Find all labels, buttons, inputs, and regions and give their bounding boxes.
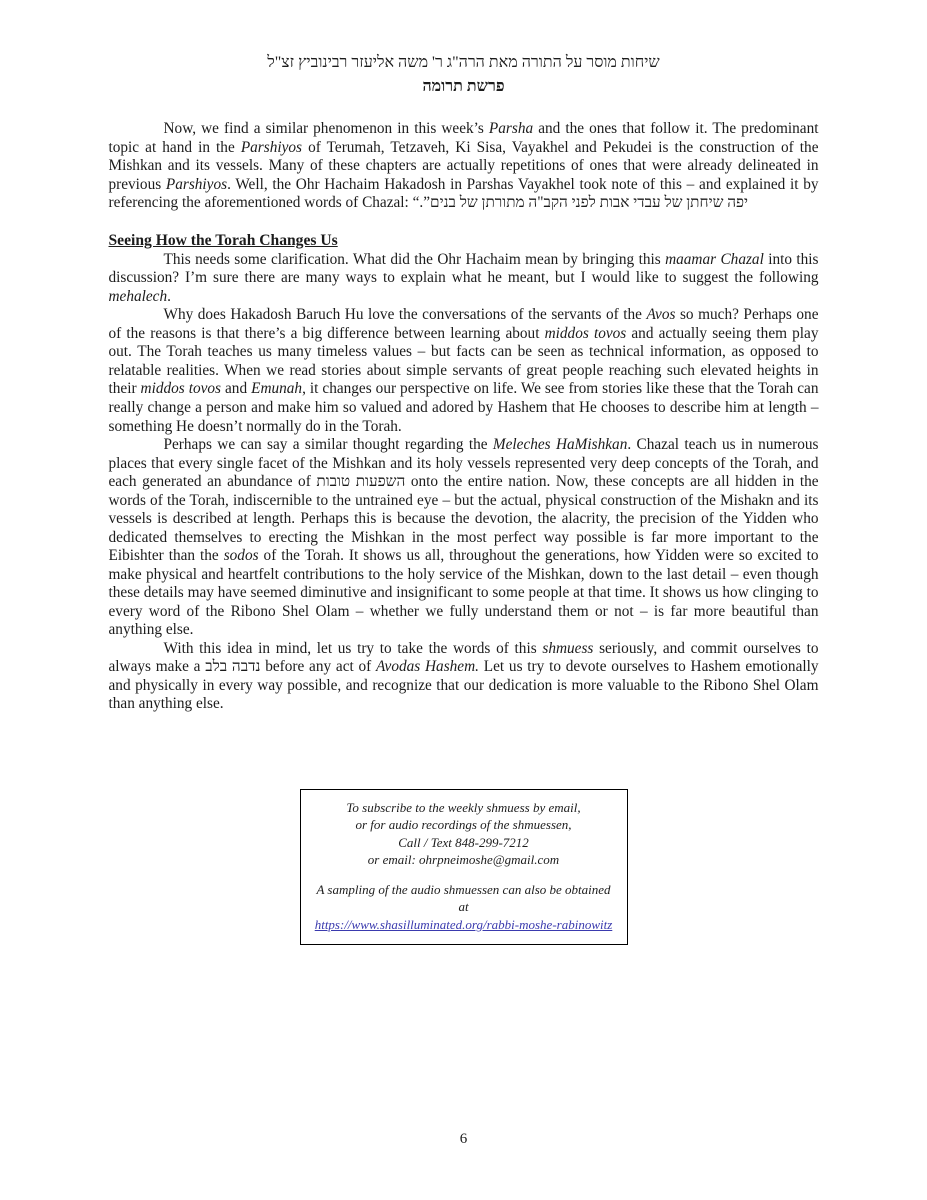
italic-text-run: shmuess (542, 639, 594, 657)
subscribe-line-audio: or for audio recordings of the shmuessen, (355, 817, 572, 833)
paragraph-why-hakadosh (109, 306, 819, 436)
hebrew-text-run: יפה שיחתן של עבדי אבות לפני הקב"ה מתורתן של בנים”. (419, 194, 749, 212)
italic-text-run: maamar Chazal (665, 250, 764, 268)
document-title-hebrew: שיחות מוסר על התורה מאת הרה"ג ר' משה אליעזר רבינוביץ זצ"ל (267, 54, 660, 71)
text-run: into this discussion? I’m sure there are many ways to explain what he meant, but I would like to suggest the following (108, 250, 819, 287)
italic-text-run: mehalech (108, 287, 168, 305)
text-run: before any act of (260, 658, 377, 676)
paragraph-clarification (109, 251, 819, 307)
paragraph-intro (109, 120, 819, 213)
sampling-line: A sampling of the audio shmuessen can also be obtained at (316, 882, 611, 915)
text-run: seriously, and commit ourselves to always make a (108, 639, 819, 676)
box-spacer (313, 868, 615, 881)
italic-text-run: Parsha (488, 120, 534, 138)
hebrew-text-run: השפעות טובות (316, 473, 406, 491)
hebrew-text-run: נדבה בלב (205, 658, 261, 676)
paragraph-conclusion (109, 640, 819, 714)
italic-text-run: middos tovos (544, 324, 627, 342)
italic-text-run: Avodas Hashem. (376, 658, 479, 676)
shasilluminated-link[interactable]: https://www.shasilluminated.org/rabbi-moshe-rabinowitz (314, 916, 613, 932)
subscribe-line-phone: Call / Text 848-299-7212 (398, 834, 529, 850)
italic-text-run: Meleches HaMishkan (492, 436, 628, 454)
italic-text-run: Parshiyos (165, 175, 228, 193)
text-run: Why does Hakadosh Baruch Hu love the conversations of the servants of the (163, 306, 647, 324)
document-header (0, 0, 927, 97)
parsha-subtitle-hebrew: פרשת תרומה (422, 77, 505, 95)
text-run: . Chazal teach us in numerous places that every single facet of the Mishkan and its holy vessels represented very deep concepts of the Torah, and each generated an abundance of (108, 436, 819, 491)
paragraph-meleches-hamishkan (109, 436, 819, 640)
text-run: . (167, 287, 171, 305)
text-run: Now, we find a similar phenomenon in this week’s (163, 120, 489, 138)
document-body (109, 120, 819, 714)
text-run: and the ones that follow it. The predominant topic at hand in the (108, 120, 819, 156)
italic-text-run: Emunah (251, 380, 303, 398)
text-run: With this idea in mind, let us try to take the words of this (163, 639, 543, 657)
text-run: Perhaps we can say a similar thought regarding the (163, 436, 493, 454)
subscribe-line-email: To subscribe to the weekly shmuess by email, (346, 800, 581, 816)
text-run: Let us try to devote ourselves to Hashem emotionally and physically in every way possible, and recognize that our dedication is more valuable to the Ribono Shel Olam than anything else. (108, 658, 819, 713)
text-run: and actually seeing them play out. The Torah teaches us many timeless values – but facts can be seen as technical information, as opposed to relatable realities. When we read stories about simple servants of great people reaching such elevated heights in their (108, 324, 819, 398)
text-run: of the Torah. It shows us all, throughout the generations, how Yidden were so excited to make physical and heartfelt contributions to the holy service of the Mishkan, down to the last detail – even though these details may have seemed diminutive and insignificant to some people at that time. It shows us how clinging to every word of the Ribono Shel Olam – whether we fully understand them or not – is far more beautiful than anything else. (108, 547, 819, 639)
italic-text-run: sodos (223, 547, 259, 565)
text-run: . Well, the Ohr Hachaim Hakadosh in Parshas Vayakhel took note of this – and explained it by referencing the aforementioned words of Chazal: “ (108, 175, 819, 212)
page-footer (0, 1130, 927, 1148)
text-run: This needs some clarification. What did the Ohr Hachaim mean by bringing this (163, 250, 666, 268)
text-run: , it changes our perspective on life. We see from stories like these that the Torah can really change a person and make him so valued and adored by Hashem that He chooses to describe him at length – something He doesn’t normally do in the Torah. (108, 380, 819, 435)
text-run: of Terumah, Tetzaveh, Ki Sisa, Vayakhel and Pekudei is the construction of the Mishkan and its vessels. Many of these chapters are actually repetitions of ones that were already delineated in previous (108, 138, 819, 193)
text-run: so much? Perhaps one of the reasons is that there’s a big difference between learning about (108, 306, 819, 342)
page-number: 6 (459, 1131, 468, 1147)
subscribe-line-contact-email: or email: ohrpneimoshe@gmail.com (367, 851, 560, 867)
italic-text-run: Parshiyos (240, 138, 303, 156)
section-heading: Seeing How the Torah Changes Us (108, 231, 338, 249)
subscription-box (300, 789, 628, 945)
text-run: and (221, 380, 252, 398)
italic-text-run: Avos (646, 306, 676, 324)
text-run: onto the entire nation. Now, these concepts are all hidden in the words of the Torah, indiscernible to the untrained eye – but the actual, physical construction of the Mishakn and its vessels is described at length. Perhaps this is because the devotion, the alacrity, the precision of the Yidden who dedicated themselves to erecting the Mishkan in the most perfect way possible is far more important to the Eibishter than the (108, 473, 819, 565)
italic-text-run: middos tovos (140, 380, 222, 398)
